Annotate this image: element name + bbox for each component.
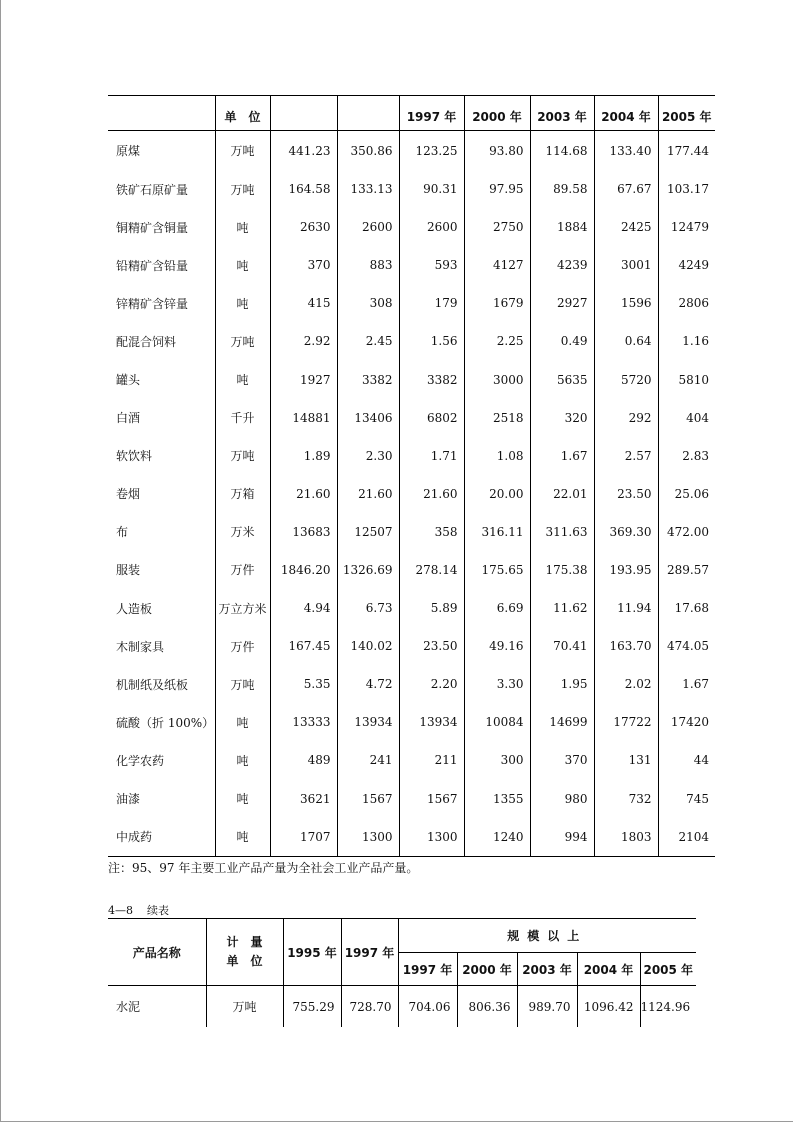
value-cell: 67.67: [594, 170, 658, 208]
value-cell: 13333: [270, 703, 337, 741]
value-cell: 5.89: [399, 589, 464, 627]
value-cell: 1124.96: [640, 986, 696, 1028]
value-cell: 103.17: [658, 170, 715, 208]
value-cell: 70.41: [530, 627, 594, 665]
value-cell: 1707: [270, 818, 337, 857]
header-1995: 1995 年: [283, 919, 341, 986]
product-name-cell: 机制纸及纸板: [116, 677, 189, 692]
value-cell: 2927: [530, 284, 594, 322]
value-cell: 1.71: [399, 437, 464, 475]
header-cell: [108, 96, 215, 131]
value-cell: 441.23: [270, 131, 337, 171]
value-cell: 5810: [658, 360, 715, 398]
table-row: [108, 627, 715, 665]
table-header-row: [108, 919, 696, 953]
product-name-cell: 锌精矿含锌量: [116, 296, 189, 311]
header-year-cell: 2000 年: [457, 953, 517, 986]
header-above-scale-text: 规模以上: [507, 929, 588, 943]
value-cell: 164.58: [270, 170, 337, 208]
table-row: [108, 665, 715, 703]
value-cell: 175.65: [464, 551, 530, 589]
unit-cell: 万吨: [206, 986, 283, 1028]
value-cell: 12479: [658, 208, 715, 246]
table-header-row: [108, 96, 715, 131]
value-cell: 5.35: [270, 665, 337, 703]
value-cell: 3.30: [464, 665, 530, 703]
table-row: [108, 513, 715, 551]
value-cell: 2806: [658, 284, 715, 322]
value-cell: 1596: [594, 284, 658, 322]
table-row: [108, 208, 715, 246]
value-cell: 745: [658, 780, 715, 818]
value-cell: 2.83: [658, 437, 715, 475]
value-cell: 704.06: [398, 986, 457, 1028]
value-cell: 358: [399, 513, 464, 551]
header-year-cell: 2004 年: [577, 953, 640, 986]
value-cell: 2425: [594, 208, 658, 246]
value-cell: 370: [270, 246, 337, 284]
unit-cell: 万米: [215, 513, 270, 551]
value-cell: 17420: [658, 703, 715, 741]
value-cell: 5635: [530, 360, 594, 398]
table-row: [108, 551, 715, 589]
value-cell: 11.94: [594, 589, 658, 627]
value-cell: 755.29: [283, 986, 341, 1028]
value-cell: 278.14: [399, 551, 464, 589]
unit-cell: 万件: [215, 551, 270, 589]
table-row: [108, 246, 715, 284]
value-cell: 4.72: [337, 665, 399, 703]
unit-cell: 吨: [215, 741, 270, 779]
value-cell: 3382: [399, 360, 464, 398]
unit-cell: 吨: [215, 703, 270, 741]
value-cell: 289.57: [658, 551, 715, 589]
unit-cell: 万吨: [215, 665, 270, 703]
table-footnote: 注：95、97 年主要工业产品产量为全社会工业产品产量。: [108, 861, 419, 875]
value-cell: 6.73: [337, 589, 399, 627]
value-cell: 489: [270, 741, 337, 779]
value-cell: 241: [337, 741, 399, 779]
header-cell: 2003 年: [530, 96, 594, 131]
continued-text: 续表: [147, 904, 169, 917]
value-cell: 13683: [270, 513, 337, 551]
value-cell: 6.69: [464, 589, 530, 627]
product-name-cell: 铜精矿含铜量: [116, 220, 189, 235]
value-cell: 1679: [464, 284, 530, 322]
value-cell: 211: [399, 741, 464, 779]
value-cell: 1096.42: [577, 986, 640, 1028]
continued-table: [108, 918, 696, 1027]
unit-cell: 万件: [215, 627, 270, 665]
unit-cell: 吨: [215, 208, 270, 246]
value-cell: 308: [337, 284, 399, 322]
page-edge-left: [0, 0, 1, 1122]
value-cell: 1300: [337, 818, 399, 857]
value-cell: 1.67: [658, 665, 715, 703]
product-name-cell: 人造板: [116, 601, 153, 616]
value-cell: 23.50: [594, 475, 658, 513]
value-cell: 415: [270, 284, 337, 322]
header-product-name: 产品名称: [108, 919, 206, 986]
value-cell: 1.67: [530, 437, 594, 475]
value-cell: 2.30: [337, 437, 399, 475]
table-row: [108, 818, 715, 857]
value-cell: 2.20: [399, 665, 464, 703]
continuation-label: [108, 902, 183, 918]
value-cell: 1.89: [270, 437, 337, 475]
value-cell: 806.36: [457, 986, 517, 1028]
value-cell: 989.70: [517, 986, 577, 1028]
value-cell: 1846.20: [270, 551, 337, 589]
value-cell: 131: [594, 741, 658, 779]
value-cell: 980: [530, 780, 594, 818]
value-cell: 2.57: [594, 437, 658, 475]
value-cell: 350.86: [337, 131, 399, 171]
unit-cell: 吨: [215, 246, 270, 284]
header-cell: 2000 年: [464, 96, 530, 131]
product-name-cell: 服装: [116, 563, 141, 578]
value-cell: 179: [399, 284, 464, 322]
product-name-cell: 水泥: [116, 1000, 141, 1014]
value-cell: 3382: [337, 360, 399, 398]
header-cell: 1997 年: [399, 96, 464, 131]
table-row: [108, 780, 715, 818]
value-cell: 316.11: [464, 513, 530, 551]
value-cell: 177.44: [658, 131, 715, 171]
unit-cell: 吨: [215, 360, 270, 398]
value-cell: 22.01: [530, 475, 594, 513]
unit-cell: 万立方米: [215, 589, 270, 627]
value-cell: 1240: [464, 818, 530, 857]
value-cell: 0.64: [594, 322, 658, 360]
header-unit: [206, 919, 283, 986]
value-cell: 2518: [464, 399, 530, 437]
header-year-cell: 2003 年: [517, 953, 577, 986]
value-cell: 11.62: [530, 589, 594, 627]
value-cell: 93.80: [464, 131, 530, 171]
value-cell: 90.31: [399, 170, 464, 208]
value-cell: 728.70: [341, 986, 398, 1028]
value-cell: 14699: [530, 703, 594, 741]
table-row: [108, 284, 715, 322]
value-cell: 10084: [464, 703, 530, 741]
product-name-cell: 铁矿石原矿量: [116, 182, 189, 197]
table-row: [108, 399, 715, 437]
value-cell: 1.08: [464, 437, 530, 475]
value-cell: 1884: [530, 208, 594, 246]
value-cell: 2600: [399, 208, 464, 246]
value-cell: 20.00: [464, 475, 530, 513]
unit-cell: 吨: [215, 818, 270, 857]
value-cell: 2.02: [594, 665, 658, 703]
header-cell: 2005 年: [658, 96, 715, 131]
table-row: [108, 475, 715, 513]
header-cell: 单 位: [215, 96, 270, 131]
unit-cell: 万吨: [215, 131, 270, 171]
value-cell: 593: [399, 246, 464, 284]
value-cell: 23.50: [399, 627, 464, 665]
table-row: [108, 741, 715, 779]
product-name-cell: 木制家具: [116, 639, 165, 654]
header-unit-bottom: 单 位: [226, 954, 263, 968]
value-cell: 2.45: [337, 322, 399, 360]
value-cell: 4.94: [270, 589, 337, 627]
industrial-products-table: [108, 95, 715, 857]
value-cell: 404: [658, 399, 715, 437]
value-cell: 994: [530, 818, 594, 857]
unit-cell: 吨: [215, 284, 270, 322]
value-cell: 1355: [464, 780, 530, 818]
value-cell: 123.25: [399, 131, 464, 171]
value-cell: 21.60: [270, 475, 337, 513]
value-cell: 1326.69: [337, 551, 399, 589]
value-cell: 292: [594, 399, 658, 437]
value-cell: 163.70: [594, 627, 658, 665]
header-year-cell: 1997 年: [398, 953, 457, 986]
value-cell: 474.05: [658, 627, 715, 665]
product-name-cell: 软饮料: [116, 449, 153, 464]
product-name-cell: 卷烟: [116, 487, 141, 502]
value-cell: 2750: [464, 208, 530, 246]
value-cell: 3621: [270, 780, 337, 818]
value-cell: 1803: [594, 818, 658, 857]
value-cell: 3001: [594, 246, 658, 284]
product-name-cell: 白酒: [116, 411, 141, 426]
value-cell: 49.16: [464, 627, 530, 665]
value-cell: 4127: [464, 246, 530, 284]
value-cell: 6802: [399, 399, 464, 437]
value-cell: 13934: [337, 703, 399, 741]
table-row: [108, 360, 715, 398]
header-cell: [337, 96, 399, 131]
header-cell: [270, 96, 337, 131]
value-cell: 2630: [270, 208, 337, 246]
value-cell: 17722: [594, 703, 658, 741]
product-name-cell: 罐头: [116, 373, 141, 388]
value-cell: 13406: [337, 399, 399, 437]
value-cell: 1567: [337, 780, 399, 818]
header-above-scale: [398, 919, 696, 953]
value-cell: 193.95: [594, 551, 658, 589]
value-cell: 167.45: [270, 627, 337, 665]
value-cell: 4249: [658, 246, 715, 284]
table-row: [108, 986, 696, 1028]
value-cell: 4239: [530, 246, 594, 284]
table-row: [108, 170, 715, 208]
value-cell: 21.60: [399, 475, 464, 513]
value-cell: 300: [464, 741, 530, 779]
value-cell: 175.38: [530, 551, 594, 589]
value-cell: 25.06: [658, 475, 715, 513]
value-cell: 732: [594, 780, 658, 818]
header-1997: 1997 年: [341, 919, 398, 986]
value-cell: 1.16: [658, 322, 715, 360]
product-name-cell: 布: [116, 525, 129, 540]
header-year-cell: 2005 年: [640, 953, 696, 986]
value-cell: 320: [530, 399, 594, 437]
unit-cell: 吨: [215, 780, 270, 818]
value-cell: 1.95: [530, 665, 594, 703]
value-cell: 12507: [337, 513, 399, 551]
value-cell: 89.58: [530, 170, 594, 208]
table-row: [108, 437, 715, 475]
value-cell: 17.68: [658, 589, 715, 627]
value-cell: 0.49: [530, 322, 594, 360]
value-cell: 1567: [399, 780, 464, 818]
value-cell: 2.92: [270, 322, 337, 360]
value-cell: 2600: [337, 208, 399, 246]
value-cell: 1300: [399, 818, 464, 857]
value-cell: 2104: [658, 818, 715, 857]
table-row: [108, 322, 715, 360]
table-row: [108, 131, 715, 171]
table-row: [108, 703, 715, 741]
value-cell: 2.25: [464, 322, 530, 360]
product-name-cell: 油漆: [116, 792, 141, 807]
value-cell: 114.68: [530, 131, 594, 171]
unit-cell: 千升: [215, 399, 270, 437]
value-cell: 13934: [399, 703, 464, 741]
value-cell: 14881: [270, 399, 337, 437]
value-cell: 133.40: [594, 131, 658, 171]
value-cell: 311.63: [530, 513, 594, 551]
value-cell: 140.02: [337, 627, 399, 665]
value-cell: 21.60: [337, 475, 399, 513]
value-cell: 1.56: [399, 322, 464, 360]
value-cell: 1927: [270, 360, 337, 398]
value-cell: 370: [530, 741, 594, 779]
product-name-cell: 硫酸（折 100%）: [116, 715, 215, 730]
product-name-cell: 化学农药: [116, 753, 165, 768]
unit-cell: 万箱: [215, 475, 270, 513]
value-cell: 369.30: [594, 513, 658, 551]
value-cell: 133.13: [337, 170, 399, 208]
value-cell: 5720: [594, 360, 658, 398]
product-name-cell: 配混合饲料: [116, 334, 177, 349]
header-unit-top: 计 量: [226, 935, 263, 949]
value-cell: 883: [337, 246, 399, 284]
table-row: [108, 589, 715, 627]
product-name-cell: 铅精矿含铅量: [116, 258, 189, 273]
table-number: 4—8: [108, 904, 133, 917]
unit-cell: 万吨: [215, 437, 270, 475]
product-name-cell: 原煤: [116, 144, 141, 158]
unit-cell: 万吨: [215, 322, 270, 360]
product-name-cell: 中成药: [116, 830, 153, 845]
value-cell: 44: [658, 741, 715, 779]
value-cell: 472.00: [658, 513, 715, 551]
value-cell: 3000: [464, 360, 530, 398]
value-cell: 97.95: [464, 170, 530, 208]
header-cell: 2004 年: [594, 96, 658, 131]
unit-cell: 万吨: [215, 170, 270, 208]
